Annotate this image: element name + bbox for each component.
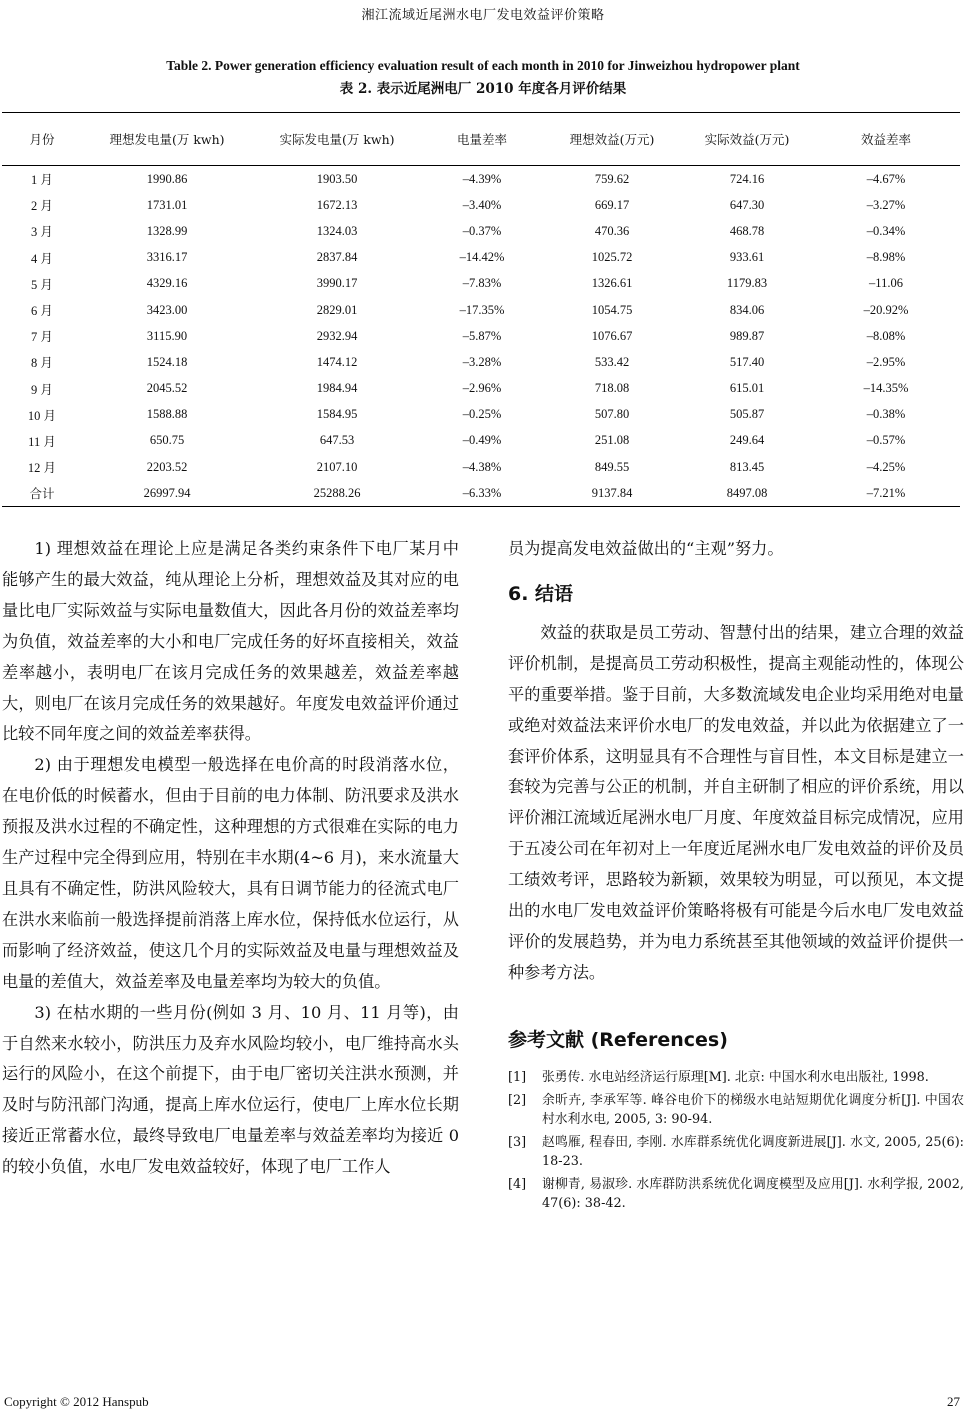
table-cell: –4.39%: [462, 171, 502, 186]
table-cell: 470.36: [594, 223, 630, 238]
table-cell: 1474.12: [316, 354, 358, 369]
table-cell: 505.87: [729, 407, 765, 422]
table-cell: –20.92%: [863, 302, 909, 317]
table-row: [2, 297, 960, 323]
paragraph-2: 2) 由于理想发电模型一般选择在电价高的时段消落水位，在电价低的时候蓄水，但由于目前的电力体制、防汛要求及洪水预报及洪水过程的不确定性，这种理想的方式很难在实际的电力生产过程中完全得到应用，特别在丰水期(4~6 月)，来水流量大且具有不确定性，防洪风险较大，具有日调节能力的径流式电厂在洪水来临前一般选择提前消落上库水位，保持低水位运行，从而影响了经济效益，使这几个月的实际效益及电量与理想效益及电量的差值大，效益差率及电量差率均为较大的负值。: [2, 755, 459, 991]
evaluation-table: [2, 112, 960, 507]
table-cell: 1672.13: [316, 197, 358, 212]
table-cell: 507.80: [594, 407, 630, 422]
table-row: [2, 349, 960, 375]
table-cell: 1990.86: [146, 171, 188, 186]
table-cell: –8.98%: [866, 250, 906, 265]
table-cell: 647.53: [319, 433, 355, 448]
copyright: Copyright © 2012 Hanspub: [4, 1394, 149, 1409]
table-cell: –0.25%: [462, 407, 502, 422]
table-cell: 12 月: [27, 461, 57, 476]
table-cell: 813.45: [729, 459, 765, 474]
table-cell: –3.28%: [462, 354, 502, 369]
table-cell: 2932.94: [316, 328, 358, 343]
table-cell: 9 月: [31, 382, 53, 397]
table-cell: 647.30: [729, 197, 765, 212]
table-cell: –0.38%: [866, 407, 906, 422]
references-title: 参考文献 (References): [508, 1028, 728, 1051]
table-cell: 468.78: [729, 223, 765, 238]
paragraph-3: 3) 在枯水期的一些月份(例如 3 月、10 月、11 月等)，由于自然来水较小，防洪压力及弃水风险均较小，电厂维持高水头运行的风险小，在这个前提下，由于电厂密切关注洪水预测，并及时与防汛部门沟通，提高上库水位运行，使电厂上库水位长期接近正常蓄水位，最终导致电厂电量差率与效益差率均为接近 0 的较小负值，水电厂发电效益较好，体现了电厂工作人: [2, 1002, 459, 1177]
table-cell: –0.57%: [866, 433, 906, 448]
table-row: [2, 428, 960, 454]
table-cell: 4 月: [31, 251, 53, 266]
table-header-row: [2, 113, 960, 166]
table-cell: –0.49%: [462, 433, 502, 448]
table-row: [2, 323, 960, 349]
table-column-header: 电量差率: [456, 132, 507, 147]
table-cell: 615.01: [729, 381, 765, 396]
table-cell: –3.40%: [462, 197, 502, 212]
table-row: [2, 454, 960, 480]
table-cell: 834.06: [729, 302, 765, 317]
table-column-header: 实际发电量(万 kwh): [279, 132, 395, 147]
table-cell: 6 月: [31, 304, 53, 319]
reference-item: [508, 1175, 964, 1213]
table-cell: 650.75: [149, 433, 185, 448]
table-cell: –14.42%: [459, 250, 505, 265]
table-row: [2, 271, 960, 297]
table-cell: 2 月: [31, 199, 53, 214]
table-cell: –17.35%: [459, 302, 505, 317]
table-cell: 1984.94: [316, 381, 358, 396]
table-cell: 1903.50: [316, 171, 358, 186]
table-row: [2, 402, 960, 428]
reference-text: 赵鸣雁, 程春田, 李刚. 水库群系统优化调度新进展[J]. 水文, 2005, 25(6): 18-23.: [542, 1134, 964, 1169]
table-cell: 1054.75: [591, 302, 633, 317]
table-cell: 2837.84: [316, 250, 358, 265]
table-cell: 1588.88: [146, 407, 188, 422]
reference-text: 谢柳青, 易淑珍. 水库群防洪系统优化调度模型及应用[J]. 水利学报, 2002, 47(6): 38-42.: [542, 1176, 964, 1211]
reference-number: [3]: [508, 1134, 527, 1150]
table-cell: 517.40: [729, 354, 765, 369]
table-column-header: 月份: [29, 132, 55, 147]
reference-item: [508, 1091, 964, 1129]
table-cell: –3.27%: [866, 197, 906, 212]
table-cell: 724.16: [729, 171, 765, 186]
table-cell: 2045.52: [146, 381, 188, 396]
left-column: [2, 534, 459, 1183]
table-cell: 7 月: [31, 330, 53, 345]
reference-text: 张勇传. 水电站经济运行原理[M]. 北京: 中国水利水电出版社, 1998.: [542, 1069, 929, 1085]
table-caption-en: Table 2. Power generation efficiency evaluation result of each month in 2010 for Jinweizhou hydropower plant: [166, 58, 800, 73]
table-cell: 3316.17: [146, 250, 188, 265]
table-column-header: 理想发电量(万 kwh): [109, 132, 225, 147]
table-cell: 4329.16: [146, 276, 188, 291]
table-cell: 1076.67: [591, 328, 633, 343]
reference-number: [4]: [508, 1176, 527, 1192]
table-cell: –2.96%: [462, 381, 502, 396]
running-header: 湘江流域近尾洲水电厂发电效益评价策略: [361, 8, 605, 23]
table-cell: 718.08: [594, 381, 630, 396]
table-cell: –0.34%: [866, 223, 906, 238]
table-cell: 759.62: [594, 171, 630, 186]
table-column-header: 效益差率: [860, 132, 911, 147]
table-cell: 251.08: [594, 433, 630, 448]
reference-number: [1]: [508, 1069, 527, 1085]
page-number: 27: [947, 1394, 960, 1409]
table-cell: 2829.01: [316, 302, 358, 317]
reference-number: [2]: [508, 1092, 527, 1108]
table-cell: –4.25%: [866, 459, 906, 474]
table-cell: 3990.17: [316, 276, 358, 291]
table-row: [2, 218, 960, 244]
table-column-header: 实际效益(万元): [704, 132, 790, 147]
table-row: [2, 376, 960, 402]
table-cell: –7.83%: [462, 276, 502, 291]
reference-item: [508, 1133, 964, 1171]
table-cell: 9137.84: [591, 485, 633, 500]
table-row: [2, 245, 960, 271]
table-cell: –6.33%: [462, 485, 502, 500]
table-cell: –0.37%: [462, 223, 502, 238]
table-cell: –14.35%: [863, 381, 909, 396]
table-cell: 249.64: [729, 433, 765, 448]
table-cell: 3 月: [31, 225, 53, 240]
table-column-header: 理想效益(万元): [569, 132, 655, 147]
table-cell: 1328.99: [146, 223, 188, 238]
table-cell: 989.87: [729, 328, 765, 343]
table-row: [2, 166, 960, 193]
table-row: [2, 192, 960, 218]
reference-list: [508, 1068, 964, 1213]
table-cell: –11.06: [869, 276, 903, 291]
paragraph-3-continued: 员为提高发电效益做出的“主观”努力。: [508, 539, 784, 558]
table-cell: 26997.94: [143, 485, 191, 500]
paragraph-1: 1) 理想效益在理论上应是满足各类约束条件下电厂某月中能够产生的最大效益，纯从理论上分析，理想效益及其对应的电量比电厂实际效益与实际电量数值大，因此各月份的效益差率均为负值，效益差率的大小和电厂完成任务的好坏直接相关，效益差率越小，表明电厂在该月完成任务的效果越差，效益差率越大，则电厂在该月完成任务的效果越好。年度发电效益评价通过比较不同年度之间的效益差率获得。: [2, 539, 459, 744]
table-cell: 2107.10: [316, 459, 358, 474]
table-cell: 533.42: [594, 354, 630, 369]
table-cell: 3115.90: [146, 328, 188, 343]
reference-item: [508, 1068, 964, 1087]
table-cell: 669.17: [594, 197, 630, 212]
table-cell: 5 月: [31, 277, 53, 292]
table-cell: –4.67%: [866, 171, 906, 186]
table-cell: 849.55: [594, 459, 630, 474]
table-cell: 1731.01: [146, 197, 188, 212]
table-cell: 25288.26: [313, 485, 361, 500]
table-cell: –2.95%: [866, 354, 906, 369]
reference-text: 余昕卉, 李承军等. 峰谷电价下的梯级水电站短期优化调度分析[J]. 中国农村水利水电, 2005, 3: 90-94.: [542, 1092, 964, 1127]
section-6-title: 6. 结语: [508, 582, 574, 605]
table-cell: 1324.03: [316, 223, 358, 238]
table-cell: 3423.00: [146, 302, 188, 317]
table-caption-zh: 表 2. 表示近尾洲电厂 2010 年度各月评价结果: [339, 81, 627, 97]
table-cell: –8.08%: [866, 328, 906, 343]
table-cell: 8497.08: [726, 485, 768, 500]
table-cell: –7.21%: [866, 485, 906, 500]
table-cell: –4.38%: [462, 459, 502, 474]
table-cell: 2203.52: [146, 459, 188, 474]
table-cell: 10 月: [27, 408, 57, 423]
table-cell: 合计: [29, 487, 55, 502]
table-cell: 8 月: [31, 356, 53, 371]
table-cell: 11 月: [28, 434, 56, 449]
table-cell: 1025.72: [591, 250, 633, 265]
table-cell: 1524.18: [146, 354, 188, 369]
table-cell: 1326.61: [591, 276, 633, 291]
table-cell: 1179.83: [726, 276, 768, 291]
conclusion-paragraph: 效益的获取是员工劳动、智慧付出的结果，建立合理的效益评价机制，是提高员工劳动积极性，提高主观能动性的，体现公平的重要举措。鉴于目前，大多数流域发电企业均采用绝对电量或绝对效益法来评价水电厂的发电效益，并以此为依据建立了一套评价体系，这明显具有不合理性与盲目性，本文目标是建立一套较为完善与公正的机制，并自主研制了相应的评价系统，用以评价湘江流域近尾洲水电厂月度、年度效益目标完成情况，应用于五凌公司在年初对上一年度近尾洲水电厂发电效益的评价及员工绩效考评，思路较为新颖，效果较为明显，可以预见，本文提出的水电厂发电效益评价策略将极有可能是今后水电厂发电效益评价的发展趋势，并为电力系统甚至其他领域的效益评价提供一种参考方法。: [508, 622, 964, 982]
table-cell: 933.61: [729, 250, 765, 265]
table-row: [2, 480, 960, 507]
table-cell: –5.87%: [462, 328, 502, 343]
right-column: [508, 534, 964, 1217]
table-cell: 1584.95: [316, 407, 358, 422]
table-cell: 1 月: [31, 173, 53, 188]
